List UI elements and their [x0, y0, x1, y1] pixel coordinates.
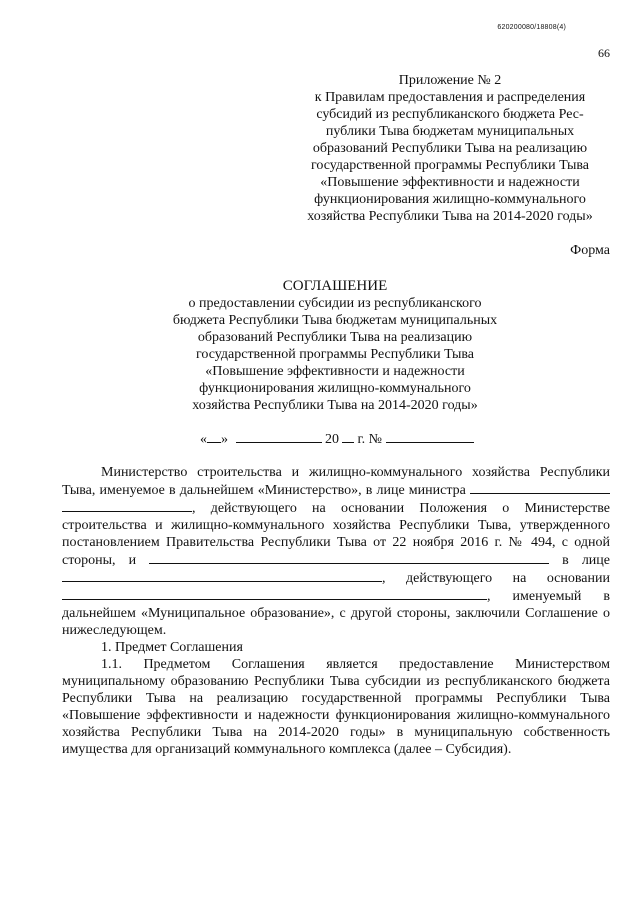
appendix-line: к Правилам предоставления и распределения: [314, 90, 586, 105]
preamble-text: , действующего на основании Положения о Министерстве строительства и жилищно-коммунального хозяйства Республики Тыва, утвержденного постановлением Правительства Республики Тыва от 22 ноября 2016 г. № 494, с одной стороны, и: [62, 501, 610, 568]
preamble-text: , именуемый в дальнейшем «Муниципальное образование», с другой стороны, заключили Соглашение о нижеследующем.: [62, 589, 610, 638]
day-blank: [207, 430, 221, 443]
form-label: Форма: [570, 243, 610, 258]
appendix-line: хозяйства Республики Тыва на 2014-2020 годы»: [307, 209, 593, 224]
agreement-subtitle-line: «Повышение эффективности и надежности: [205, 364, 465, 379]
section-title: 1. Предмет Соглашения: [101, 640, 243, 655]
agreement-title: СОГЛАШЕНИЕ: [282, 278, 388, 294]
appendix-line: функционирования жилищно-коммунального: [314, 192, 586, 207]
agreement-subtitle-line: функционирования жилищно-коммунального: [199, 381, 471, 396]
preamble-text: в лице: [562, 553, 611, 568]
appendix-line: субсидий из республиканского бюджета Рес-: [316, 107, 584, 122]
representative-blank: [62, 569, 382, 582]
agreement-heading: [130, 278, 540, 414]
quote-close: »: [221, 432, 228, 447]
appendix-line: государственной программы Республики Тыва: [311, 158, 589, 173]
year-prefix: 20: [325, 432, 339, 447]
agreement-subtitle-line: о предоставлении субсидии из республиканского: [188, 296, 482, 311]
preamble-text: Министерство строительства и жилищно-коммунального хозяйства Республики Тыва, именуемое в дальнейшем «Министерство», в лице министра: [62, 465, 610, 498]
preamble-text: , действующего на основании: [382, 571, 610, 586]
appendix-line: Приложение № 2: [398, 73, 502, 88]
agreement-subtitle-line: государственной программы Республики Тыва: [196, 347, 474, 362]
appendix-line: «Повышение эффективности и надежности: [320, 175, 580, 190]
document-code: 620200080/18808(4): [497, 24, 566, 31]
appendix-line: образований Республики Тыва на реализацию: [312, 141, 588, 156]
agreement-body: [62, 464, 610, 758]
preamble-paragraph: [62, 464, 610, 639]
quote-open: «: [200, 432, 207, 447]
number-blank: [386, 430, 474, 443]
agreement-subtitle-line: хозяйства Республики Тыва на 2014-2020 годы»: [192, 398, 478, 413]
appendix-line: публики Тыва бюджетам муниципальных: [325, 124, 575, 139]
appendix-block: [290, 72, 610, 225]
clause-1-1: 1.1. Предметом Соглашения является предоставление Министерством муниципальному образованию Республики Тыва субсидии из республиканского бюджета Республики Тыва на реализацию государственной программы Республики Тыва «Повышение эффективности и надежности функционирования жилищно-коммунального хозяйства Республики Тыва на 2014-2020 годы» в муниципальную собственность имущества для организаций коммунального комплекса (далее – Субсидия).: [62, 657, 610, 757]
municipality-blank: [149, 551, 549, 564]
agreement-subtitle-line: бюджета Республики Тыва бюджетам муниципальных: [172, 313, 498, 328]
basis-blank: [62, 587, 487, 600]
minister-name-blank: [470, 481, 610, 494]
year-blank: [342, 430, 354, 443]
page-number: 66: [598, 46, 610, 60]
year-suffix: г. №: [357, 432, 383, 447]
minister-name-blank-2: [62, 499, 192, 512]
month-blank: [236, 430, 322, 443]
agreement-subtitle-line: образований Республики Тыва на реализацию: [197, 330, 473, 345]
date-line: [200, 430, 474, 448]
